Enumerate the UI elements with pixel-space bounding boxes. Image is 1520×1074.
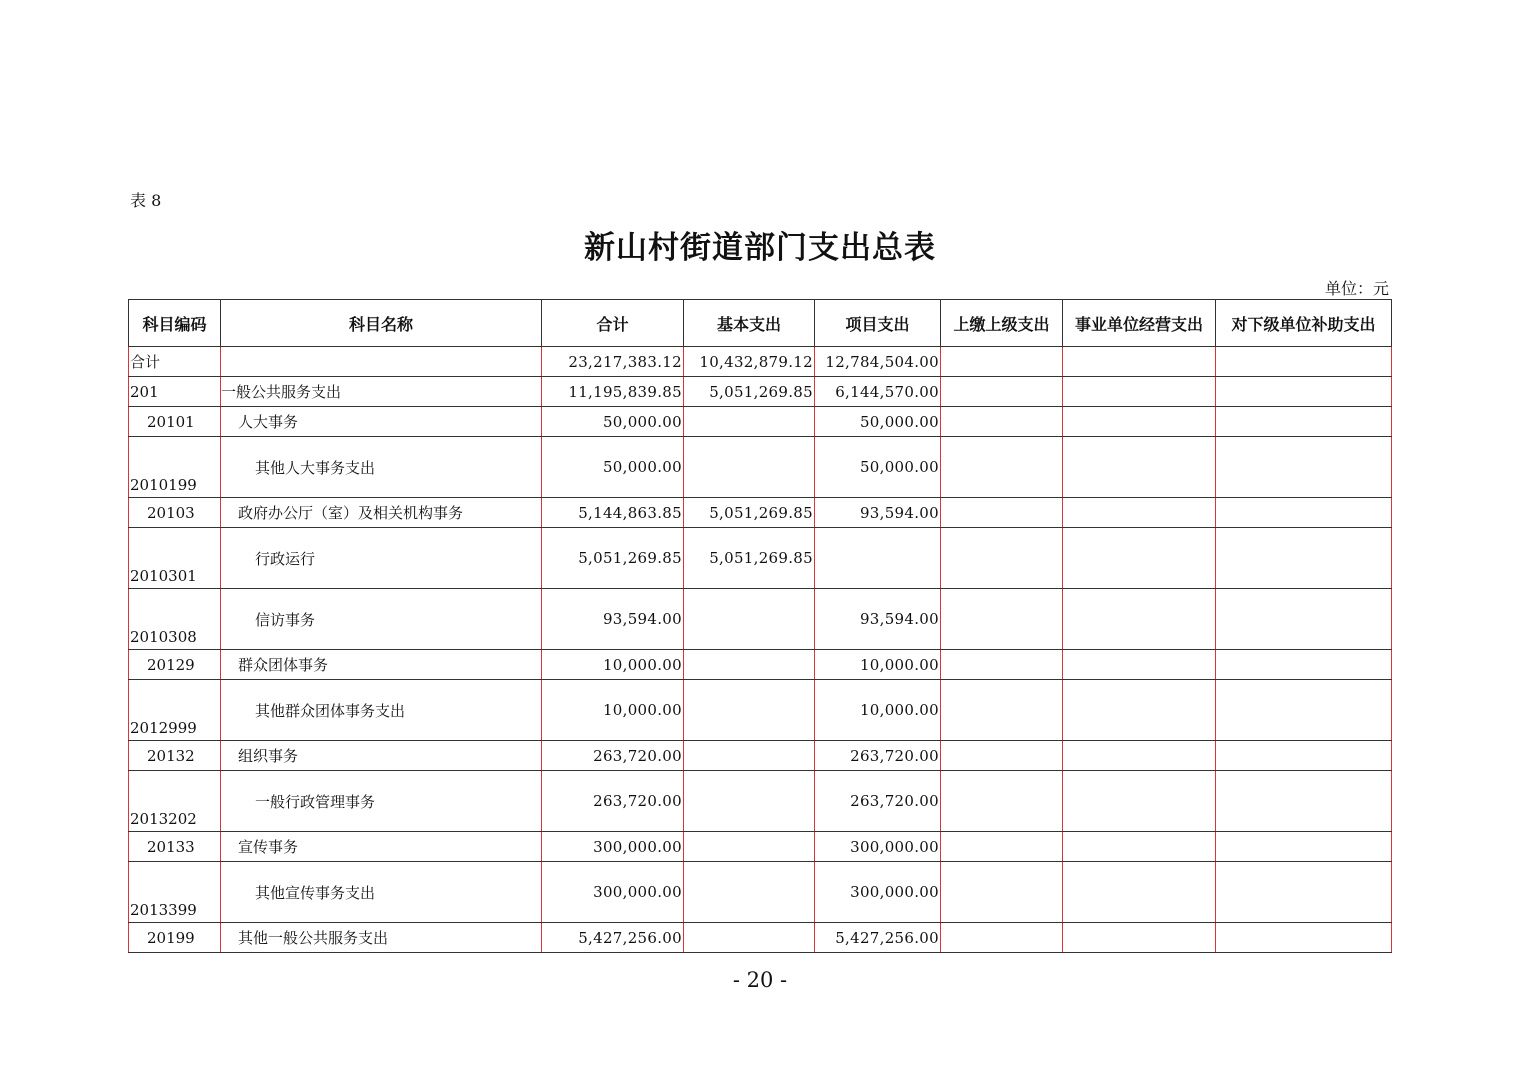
cell-name: 一般公共服务支出 <box>221 377 542 407</box>
expenditure-table <box>128 299 1392 953</box>
cell-subsidy-lower <box>1216 771 1392 832</box>
cell-remit-upper <box>941 589 1063 650</box>
cell-basic <box>684 862 815 923</box>
cell-remit-upper <box>941 650 1063 680</box>
column-header-business: 事业单位经营支出 <box>1063 300 1216 347</box>
cell-project: 50,000.00 <box>815 437 941 498</box>
cell-basic <box>684 650 815 680</box>
cell-business <box>1063 347 1216 377</box>
cell-basic <box>684 437 815 498</box>
cell-basic <box>684 680 815 741</box>
table-header-row <box>129 300 1392 347</box>
cell-basic <box>684 741 815 771</box>
cell-project: 263,720.00 <box>815 741 941 771</box>
cell-name: 其他人大事务支出 <box>221 437 542 498</box>
table-row <box>129 589 1392 650</box>
page-title: 新山村街道部门支出总表 <box>584 230 936 266</box>
cell-subsidy-lower <box>1216 407 1392 437</box>
cell-name: 政府办公厅（室）及相关机构事务 <box>221 498 542 528</box>
column-header-project: 项目支出 <box>815 300 941 347</box>
column-header-name: 科目名称 <box>221 300 542 347</box>
column-header-remit-upper: 上缴上级支出 <box>941 300 1063 347</box>
cell-remit-upper <box>941 437 1063 498</box>
cell-name: 宣传事务 <box>221 832 542 862</box>
cell-remit-upper <box>941 347 1063 377</box>
cell-project: 50,000.00 <box>815 407 941 437</box>
cell-code: 20129 <box>129 650 221 680</box>
cell-remit-upper <box>941 862 1063 923</box>
table-row <box>129 528 1392 589</box>
table-label: 表 8 <box>130 191 162 210</box>
cell-basic: 5,051,269.85 <box>684 377 815 407</box>
cell-basic <box>684 923 815 953</box>
cell-remit-upper <box>941 741 1063 771</box>
table-row <box>129 741 1392 771</box>
cell-code: 20199 <box>129 923 221 953</box>
cell-business <box>1063 498 1216 528</box>
cell-total: 11,195,839.85 <box>542 377 684 407</box>
cell-code: 2010199 <box>129 437 221 498</box>
cell-subsidy-lower <box>1216 862 1392 923</box>
cell-name: 其他宣传事务支出 <box>221 862 542 923</box>
cell-subsidy-lower <box>1216 347 1392 377</box>
cell-name: 人大事务 <box>221 407 542 437</box>
cell-total: 263,720.00 <box>542 771 684 832</box>
table-row <box>129 650 1392 680</box>
cell-project: 93,594.00 <box>815 589 941 650</box>
cell-project: 5,427,256.00 <box>815 923 941 953</box>
cell-subsidy-lower <box>1216 498 1392 528</box>
cell-subsidy-lower <box>1216 528 1392 589</box>
cell-total: 10,000.00 <box>542 680 684 741</box>
cell-remit-upper <box>941 771 1063 832</box>
cell-project: 300,000.00 <box>815 832 941 862</box>
table-row <box>129 407 1392 437</box>
cell-code: 2010301 <box>129 528 221 589</box>
cell-total: 300,000.00 <box>542 862 684 923</box>
cell-subsidy-lower <box>1216 377 1392 407</box>
cell-total: 50,000.00 <box>542 437 684 498</box>
cell-project: 263,720.00 <box>815 771 941 832</box>
cell-business <box>1063 680 1216 741</box>
cell-subsidy-lower <box>1216 741 1392 771</box>
cell-subsidy-lower <box>1216 832 1392 862</box>
table-row <box>129 437 1392 498</box>
column-header-total: 合计 <box>542 300 684 347</box>
cell-business <box>1063 377 1216 407</box>
cell-remit-upper <box>941 680 1063 741</box>
cell-subsidy-lower <box>1216 437 1392 498</box>
cell-subsidy-lower <box>1216 650 1392 680</box>
cell-basic <box>684 589 815 650</box>
cell-subsidy-lower <box>1216 589 1392 650</box>
cell-business <box>1063 862 1216 923</box>
cell-business <box>1063 528 1216 589</box>
table-row <box>129 347 1392 377</box>
table-row <box>129 862 1392 923</box>
cell-project <box>815 528 941 589</box>
cell-business <box>1063 832 1216 862</box>
cell-project: 12,784,504.00 <box>815 347 941 377</box>
cell-project: 10,000.00 <box>815 680 941 741</box>
table-row <box>129 498 1392 528</box>
cell-name: 一般行政管理事务 <box>221 771 542 832</box>
table-row <box>129 923 1392 953</box>
cell-name: 行政运行 <box>221 528 542 589</box>
cell-business <box>1063 923 1216 953</box>
table-row <box>129 680 1392 741</box>
cell-business <box>1063 437 1216 498</box>
cell-code: 2010308 <box>129 589 221 650</box>
cell-total: 23,217,383.12 <box>542 347 684 377</box>
cell-basic <box>684 407 815 437</box>
page-number: - 20 - <box>732 968 788 992</box>
cell-basic: 10,432,879.12 <box>684 347 815 377</box>
cell-name: 信访事务 <box>221 589 542 650</box>
cell-basic: 5,051,269.85 <box>684 528 815 589</box>
cell-code: 2013399 <box>129 862 221 923</box>
cell-business <box>1063 589 1216 650</box>
table-row <box>129 377 1392 407</box>
cell-total: 5,427,256.00 <box>542 923 684 953</box>
cell-business <box>1063 407 1216 437</box>
cell-code: 20103 <box>129 498 221 528</box>
cell-code: 201 <box>129 377 221 407</box>
cell-remit-upper <box>941 832 1063 862</box>
cell-subsidy-lower <box>1216 923 1392 953</box>
unit-label: 单位：元 <box>1324 279 1389 298</box>
cell-remit-upper <box>941 498 1063 528</box>
cell-project: 300,000.00 <box>815 862 941 923</box>
cell-code: 合计 <box>129 347 221 377</box>
table-body <box>129 347 1392 953</box>
cell-business <box>1063 650 1216 680</box>
cell-project: 6,144,570.00 <box>815 377 941 407</box>
cell-name: 其他群众团体事务支出 <box>221 680 542 741</box>
cell-total: 93,594.00 <box>542 589 684 650</box>
column-header-basic: 基本支出 <box>684 300 815 347</box>
cell-name: 群众团体事务 <box>221 650 542 680</box>
cell-project: 10,000.00 <box>815 650 941 680</box>
cell-remit-upper <box>941 528 1063 589</box>
cell-code: 20133 <box>129 832 221 862</box>
cell-total: 5,051,269.85 <box>542 528 684 589</box>
cell-business <box>1063 771 1216 832</box>
cell-name <box>221 347 542 377</box>
cell-name: 其他一般公共服务支出 <box>221 923 542 953</box>
cell-remit-upper <box>941 407 1063 437</box>
cell-total: 300,000.00 <box>542 832 684 862</box>
cell-total: 5,144,863.85 <box>542 498 684 528</box>
cell-total: 10,000.00 <box>542 650 684 680</box>
cell-name: 组织事务 <box>221 741 542 771</box>
cell-code: 2012999 <box>129 680 221 741</box>
cell-code: 20132 <box>129 741 221 771</box>
cell-total: 263,720.00 <box>542 741 684 771</box>
cell-subsidy-lower <box>1216 680 1392 741</box>
table-row <box>129 832 1392 862</box>
cell-remit-upper <box>941 377 1063 407</box>
column-header-subsidy-lower: 对下级单位补助支出 <box>1216 300 1392 347</box>
column-header-code: 科目编码 <box>129 300 221 347</box>
table-row <box>129 771 1392 832</box>
cell-remit-upper <box>941 923 1063 953</box>
cell-basic <box>684 832 815 862</box>
cell-business <box>1063 741 1216 771</box>
cell-basic: 5,051,269.85 <box>684 498 815 528</box>
cell-basic <box>684 771 815 832</box>
cell-project: 93,594.00 <box>815 498 941 528</box>
cell-code: 20101 <box>129 407 221 437</box>
cell-total: 50,000.00 <box>542 407 684 437</box>
cell-code: 2013202 <box>129 771 221 832</box>
